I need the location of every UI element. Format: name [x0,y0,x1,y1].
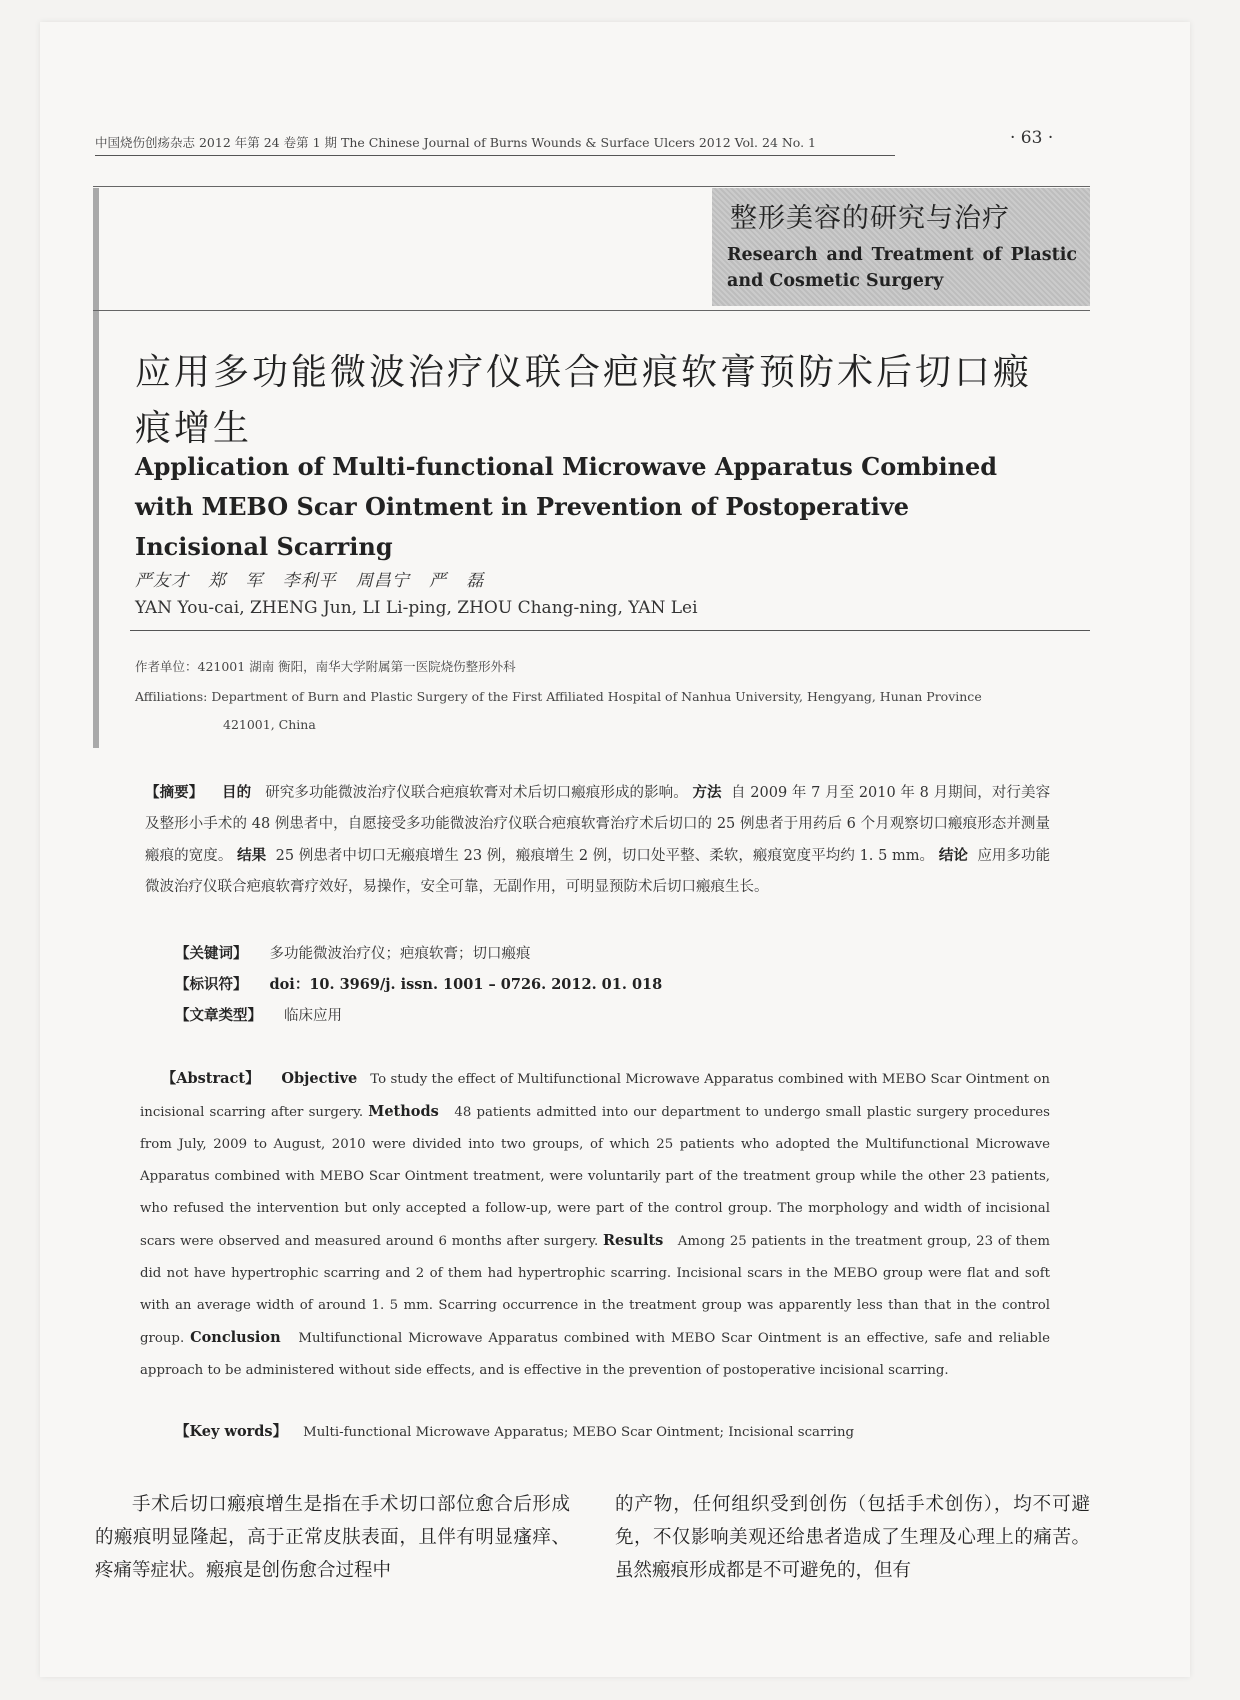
abstract-zh-label: 【摘要】 [145,784,204,801]
article-title-zh: 应用多功能微波治疗仪联合疤痕软膏预防术后切口瘢痕增生 [135,352,1033,449]
section-title-zh: 整形美容的研究与治疗 [730,203,1010,234]
page-number: · 63 · [1010,128,1054,148]
author-rule [130,630,1090,631]
conclusion-en-label: Conclusion [190,1329,281,1346]
keywords-en: Multi-functional Microwave Apparatus; MEBO Scar Ointment; Incisional scarring [303,1425,855,1440]
doi-label: 【标识符】 [175,976,248,993]
keywords-zh: 多功能微波治疗仪；疤痕软膏；切口瘢痕 [269,946,531,962]
authors-zh: 严友才 郑 军 李利平 周昌宁 严 磊 [135,571,485,591]
doi-value: doi：10. 3969/j. issn. 1001 – 0726. 2012. 01. 018 [269,976,663,993]
affiliation-en-line2: 421001, China [223,717,316,732]
results-en-label: Results [602,1232,664,1249]
section-title-en-line1: Research and Treatment of Plastic [727,245,1077,265]
affiliation-en [135,683,1045,739]
methods-zh-label: 方法 [692,784,722,801]
section-rule [93,310,1090,311]
keywords-zh-label: 【关键词】 [175,945,248,962]
results-en-text: Among 25 patients in the treatment group, 23 of them did not have hypertrophic scarring and 2 of them had hypertrophic scarring. Incisional scars in the MEBO group were flat and soft with an average width of around 1. 5 mm. Scarring occurrence in the treatment group was apparently less than that in the control group. [140,1234,1050,1346]
methods-en-label: Methods [368,1103,439,1120]
objective-zh-label: 目的 [222,784,252,801]
running-head: 中国烧伤创疡杂志 2012 年第 24 卷第 1 期 The Chinese Journal of Burns Wounds & Surface Ulcers 2012 Vol. 24 No. 1 [95,133,895,156]
abstract-zh [145,777,1050,903]
results-zh-text: 25 例患者中切口无瘢痕增生 23 例，瘢痕增生 2 例，切口处平整、柔软，瘢痕宽度平均约 1. 5 mm。 [275,848,935,864]
objective-en-label: Objective [281,1070,358,1087]
conclusion-en-text: Multifunctional Microwave Apparatus combined with MEBO Scar Ointment is an effective, safe and reliable approach to be administered without side effects, and is effective in the prevention of postoperative incisional scarring. [140,1331,1050,1378]
section-title-en-line2: and Cosmetic Surgery [727,271,944,291]
body-column-right: 的产物，任何组织受到创伤（包括手术创伤），均不可避免，不仅影响美观还给患者造成了生理及心理上的痛苦。虽然瘢痕形成都是不可避免的，但有 [615,1494,1090,1581]
abstract-en [140,1063,1050,1387]
objective-en-text: To study the effect of Multifunctional Microwave Apparatus combined with MEBO Scar Ointment on incisional scarring after surgery. [140,1072,1050,1120]
article-type-value: 临床应用 [284,1008,342,1024]
affiliation-zh: 作者单位：421001 湖南 衡阳，南华大学附属第一医院烧伤整形外科 [135,659,516,674]
conclusion-zh-text: 应用多功能微波治疗仪联合疤痕软膏疗效好，易操作，安全可靠，无副作用，可明显预防术后切口瘢痕生长。 [145,848,1051,895]
methods-zh-text: 自 2009 年 7 月至 2010 年 8 月期间，对行美容及整形小手术的 48 例患者中，自愿接受多功能微波治疗仪联合疤痕软膏治疗术后切口的 25 例患者于用药后 6 个月观察切口瘢痕形态并测量瘢痕的宽度。 [145,785,1051,864]
article-type-row [175,1004,342,1025]
objective-zh-text: 研究多功能微波治疗仪联合疤痕软膏对术后切口瘢痕形成的影响。 [265,785,688,801]
doi-row [175,973,662,994]
methods-en-text: 48 patients admitted into our department to undergo small plastic surgery procedures from July, 2009 to August, 2010 were divided into two groups, of which 25 patients who adopted the Multifunctional Microwave Apparatus combined with MEBO Scar Ointment treatment, were voluntarily part of the treatment group while the other 23 patients, who refused the intervention but only accepted a follow-up, were part of the control group. The morphology and width of incisional scars were observed and measured around 6 months after surgery. [140,1105,1050,1249]
conclusion-zh-label: 结论 [938,847,968,864]
top-rule [93,186,1090,187]
article-type-label: 【文章类型】 [175,1007,262,1024]
keywords-en-row [175,1420,854,1441]
abstract-en-label: 【Abstract】 [161,1070,260,1087]
body-column-left: 手术后切口瘢痕增生是指在手术切口部位愈合后形成的瘢痕明显隆起，高于正常皮肤表面，且伴有明显瘙痒、疼痛等症状。瘢痕是创伤愈合过程中 [95,1494,570,1581]
results-zh-label: 结果 [237,847,267,864]
keywords-en-label: 【Key words】 [175,1423,288,1440]
authors-en: YAN You-cai, ZHENG Jun, LI Li-ping, ZHOU Chang-ning, YAN Lei [135,598,698,618]
article-title-en: Application of Multi-functional Microwave Apparatus Combined with MEBO Scar Ointment in Prevention of Postoperative Incisional Scarring [135,452,998,561]
left-margin-bar [93,188,99,748]
keywords-zh-row [175,942,531,963]
affiliation-en-line1: Affiliations: Department of Burn and Plastic Surgery of the First Affiliated Hospital of Nanhua University, Hengyang, Hunan Province [135,689,982,704]
